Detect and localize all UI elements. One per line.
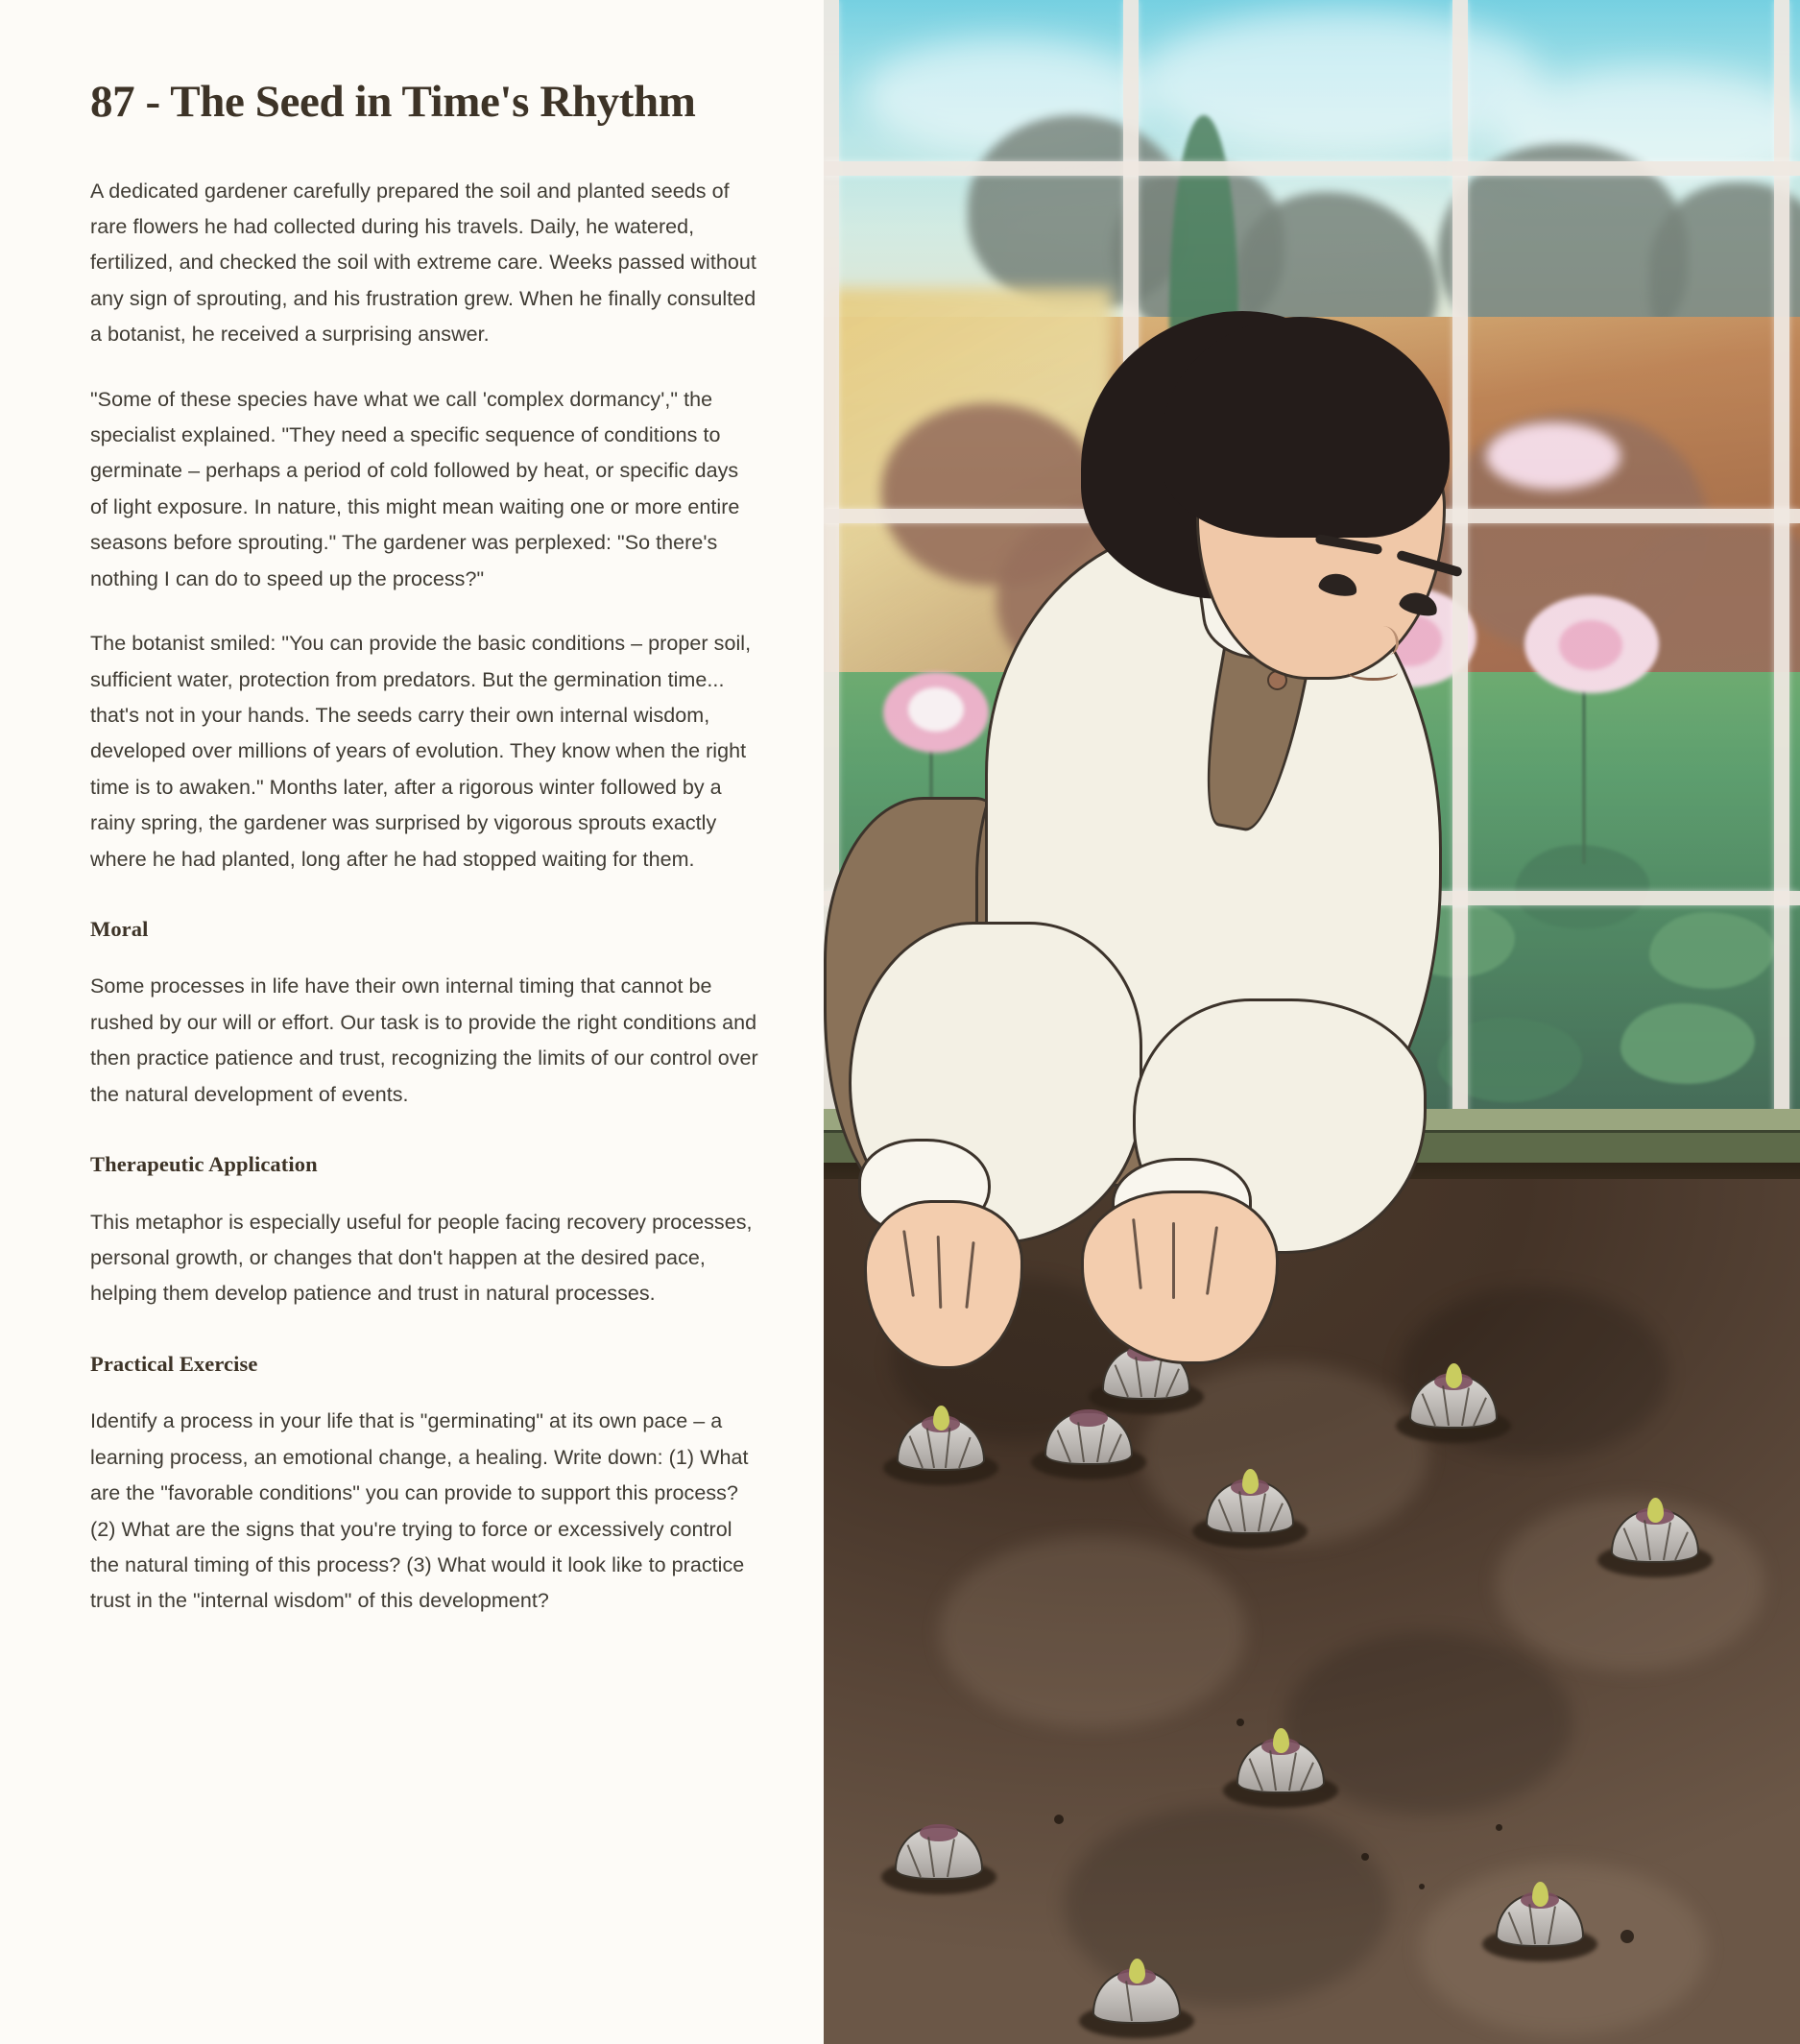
therapeutic-application-paragraph: This metaphor is especially useful for people facing recovery processes, personal growth, or changes that don't happen at the desired pace, helping them develop patience and trust in natural processes. <box>90 1210 753 1306</box>
gardener-hair-front <box>1162 317 1450 538</box>
gardener-planting-seed-pods-illustration <box>824 0 1800 2044</box>
gardener-figure <box>824 0 1800 2044</box>
section-heading-moral: Moral <box>90 916 149 941</box>
article-text-column <box>0 0 824 2044</box>
story-paragraph-3: The botanist smiled: "You can provide the basic conditions – proper soil, sufficient water, protection from predators. But the germination time... that's not in your hands. The seeds carry their own internal wisdom, developed over millions of years of evolution. They know when the right time is to awaken." Months later, after a rigorous winter followed by a rainy spring, the gardener was surprised by vigorous sprouts exactly where he had planted, long after he had stopped waiting for them. <box>90 632 752 871</box>
page-title: 87 - The Seed in Time's Rhythm <box>90 77 696 127</box>
story-paragraph-1: A dedicated gardener carefully prepared the soil and planted seeds of rare flowers he had collected during his travels. Daily, he watered, fertilized, and checked the soil with extreme care. Weeks passed without any sign of sprouting, and his frustration grew. When he finally consulted a botanist, he received a surprising answer. <box>90 179 756 347</box>
illustration-column <box>824 0 1800 2044</box>
finger-line <box>1132 1218 1142 1289</box>
moral-paragraph: Some processes in life have their own internal timing that cannot be rushed by our will or effort. Our task is to provide the right conditions and then practice patience and trust, recognizing the limits of our control over the natural development of events. <box>90 974 758 1106</box>
finger-line <box>1206 1226 1218 1295</box>
section-heading-therapeutic-application: Therapeutic Application <box>90 1152 318 1177</box>
finger-line <box>1172 1222 1175 1299</box>
section-heading-practical-exercise: Practical Exercise <box>90 1351 258 1376</box>
practical-exercise-paragraph: Identify a process in your life that is "germinating" at its own pace – a learning process, an emotional change, a healing. Write down: (1) What are the "favorable conditions" you can provide to support this process? (2) What are the signs that you're trying to force or excessively control the natural timing of this process? (3) What would it look like to practice trust in the "internal wisdom" of this development? <box>90 1409 749 1613</box>
finger-line <box>937 1236 943 1309</box>
finger-line <box>902 1230 915 1297</box>
gardener-right-hand <box>1081 1190 1279 1364</box>
gardener-left-hand <box>864 1200 1023 1369</box>
gardener-mouth <box>1348 664 1398 681</box>
story-paragraph-2: "Some of these species have what we call 'complex dormancy'," the specialist explained. "They need a specific sequence of conditions to germinate – perhaps a period of cold followed by heat, or specific days of light exposure. In nature, this might mean waiting one or more entire seasons before sprouting." The gardener was perplexed: "So there's nothing I can do to speed up the process?" <box>90 387 740 590</box>
finger-line <box>965 1241 974 1309</box>
seed-pod-being-planted <box>1044 1409 1133 1471</box>
